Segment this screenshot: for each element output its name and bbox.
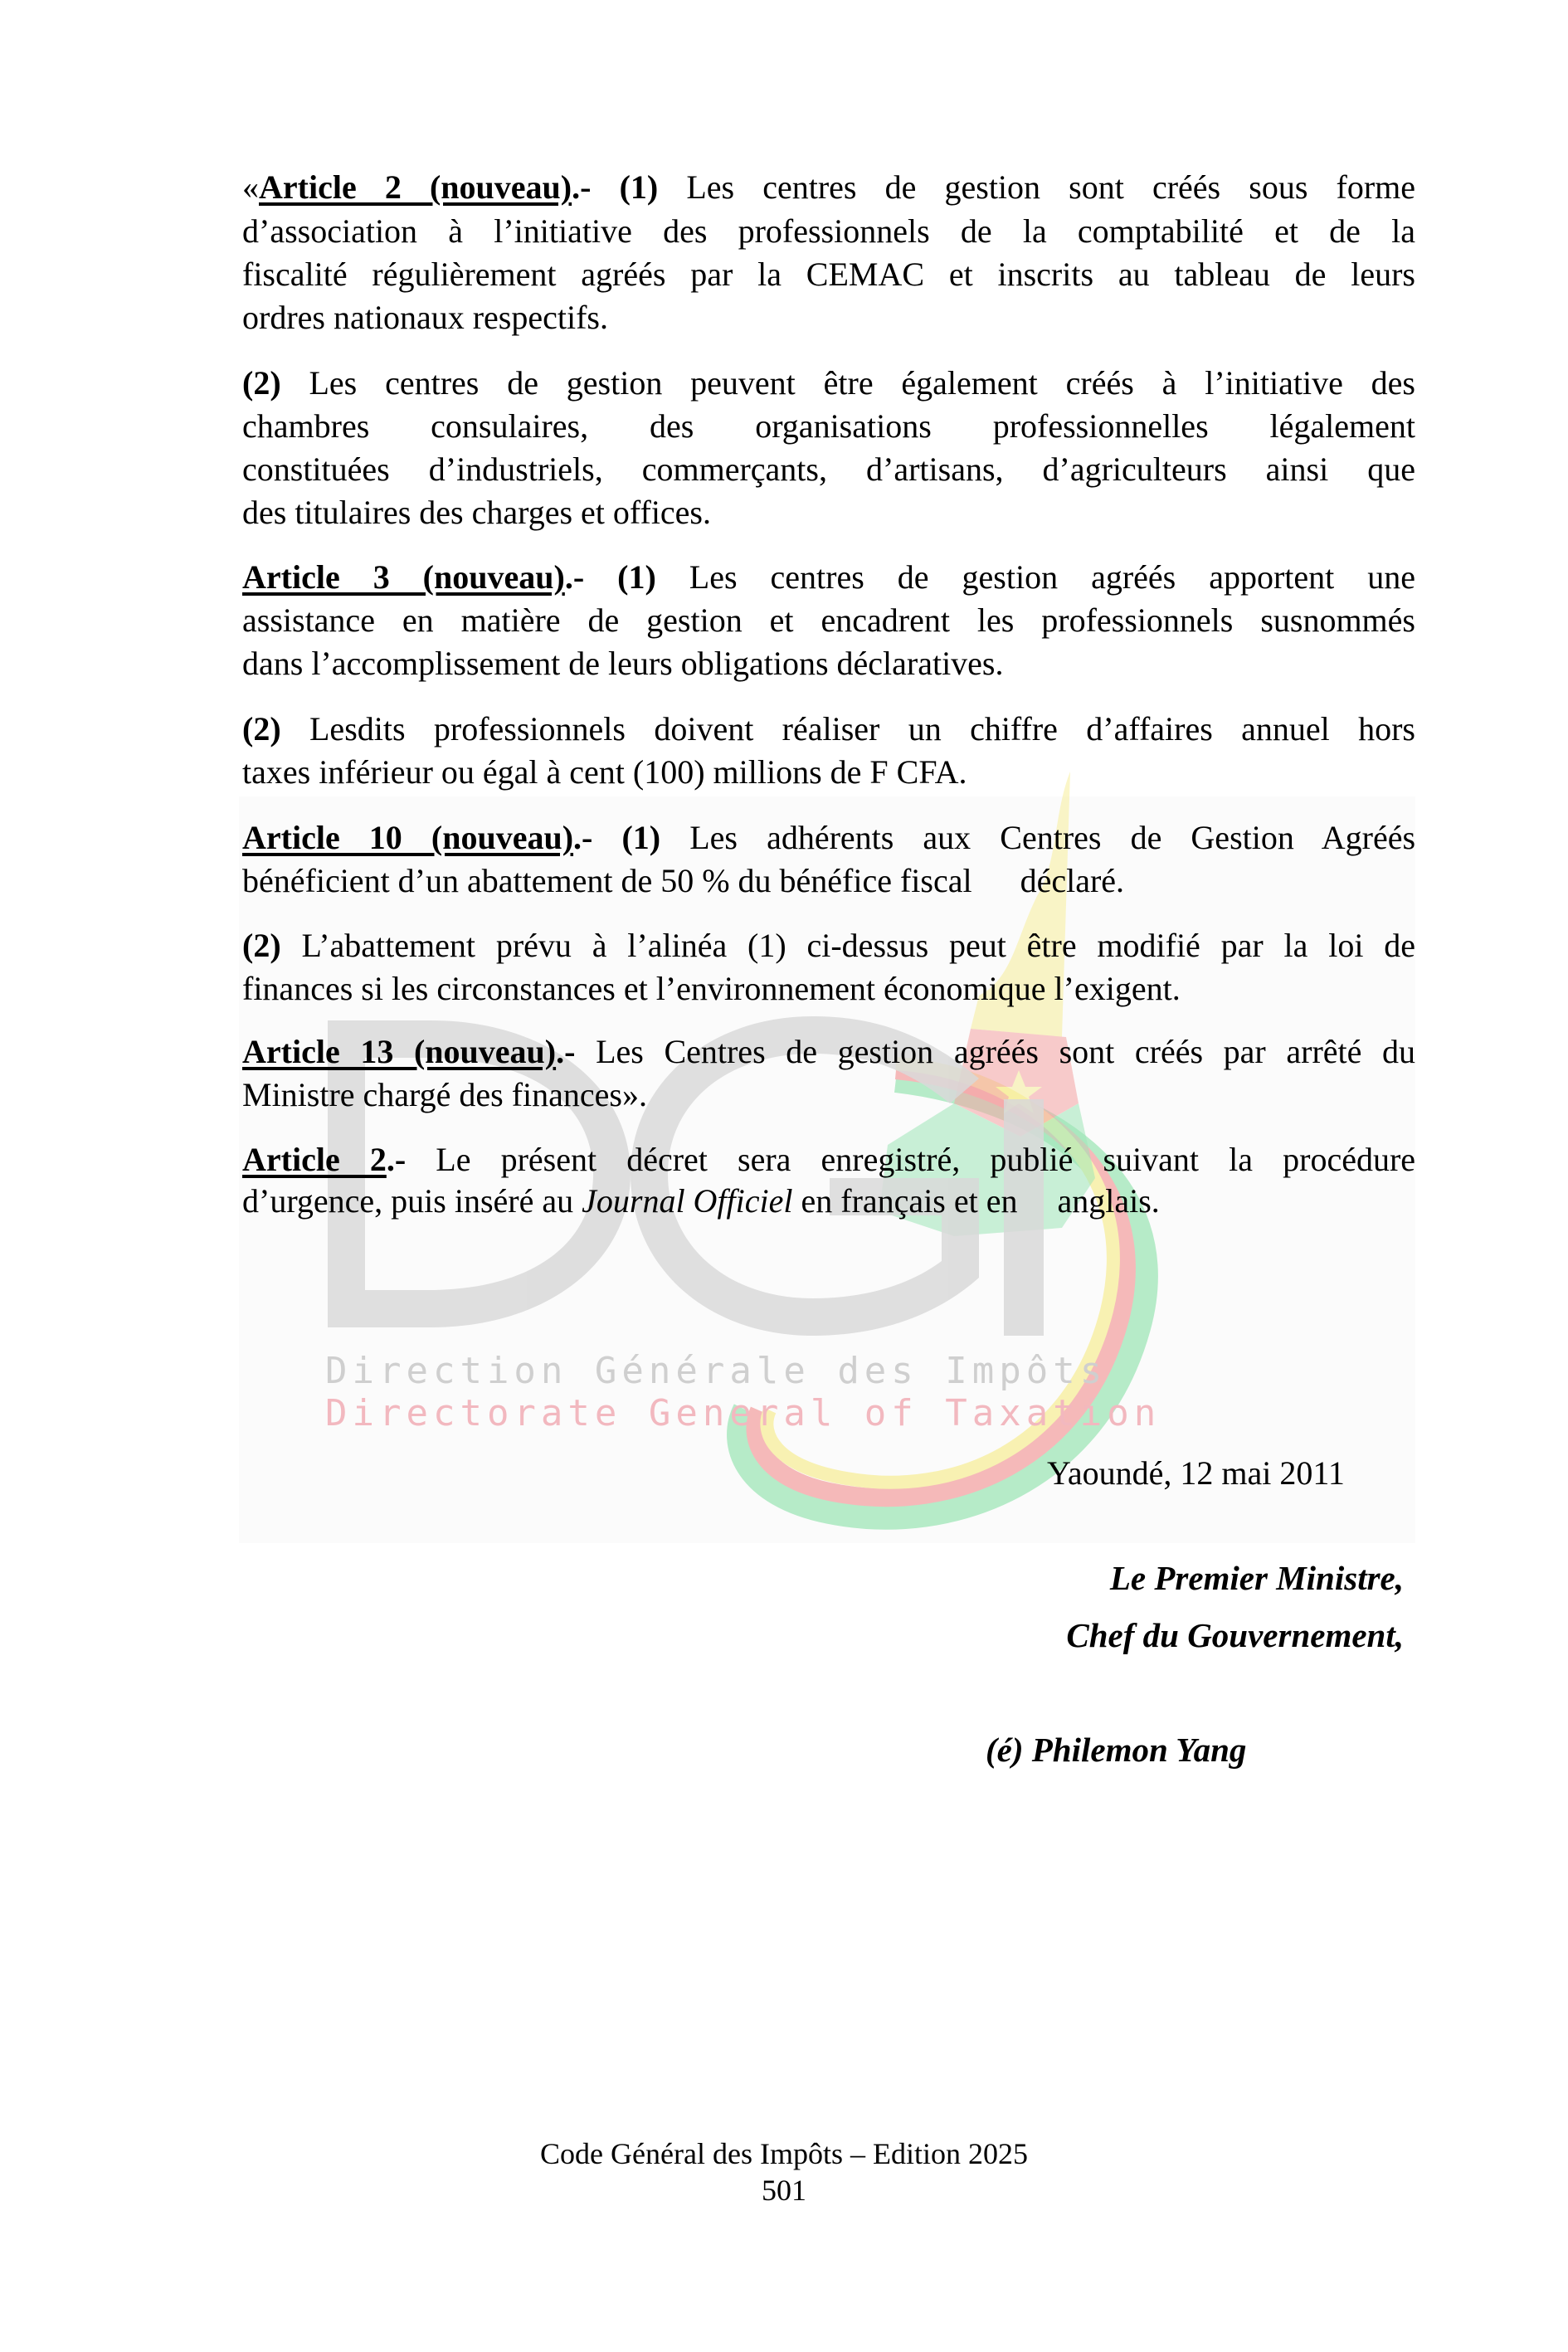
text-line-with-gap [242, 601, 1415, 640]
text-line-with-gap [242, 1182, 1415, 1220]
watermark-text [325, 1350, 1161, 1434]
text-line: Les adhérents aux Centres de Gestion Agréés [689, 819, 1415, 856]
text-segment: anglais. [1057, 1182, 1160, 1220]
article-13-line-1 [242, 1033, 1415, 1071]
article-10-line-1 [242, 819, 1415, 857]
text-line: L’abattement prévu à l’alinéa (1) ci-dessus peut être modifié par la loi de [301, 927, 1415, 964]
text-line: Les centres de gestion agréés apportent une [689, 558, 1415, 596]
article-10-alinea-2-line-1 [242, 927, 1415, 965]
text-segment: déclaré. [1020, 862, 1125, 899]
article-3-line-1 [242, 558, 1415, 597]
article-heading: Article 3 (nouveau) [242, 558, 565, 596]
alinea-number: (2) [242, 364, 281, 402]
open-quote: « [242, 168, 259, 206]
text-line: fiscalité régulièrement agréés par la CEMAC et inscrits au tableau de leurs [242, 256, 1415, 293]
article-heading: Article 2 (nouveau) [259, 168, 572, 206]
text-line: dans l’accomplissement de leurs obligations déclaratives. [242, 645, 1004, 682]
article-2-alinea-2-line-1 [242, 364, 1415, 402]
alinea-number: (1) [619, 168, 659, 206]
text-segment: bénéficient d’un abattement de 50 % du bénéfice fiscal [242, 862, 972, 899]
article-2-nouveau-line-1 [242, 168, 1415, 207]
article-heading: Article 10 (nouveau) [242, 819, 574, 856]
alinea-number: (1) [621, 819, 661, 856]
article-heading: Article 2 [242, 1141, 387, 1178]
heading-suffix: .- [556, 1033, 576, 1070]
text-line: Lesdits professionnels doivent réaliser un chiffre d’affaires annuel hors [309, 710, 1415, 747]
text-line: d’association à l’initiative des professionnels de la comptabilité et de la [242, 212, 1415, 250]
footer-book-title: Code Général des Impôts – Edition 2025 [540, 2137, 1028, 2170]
alinea-number: (2) [242, 927, 281, 964]
text-segment: légalement [1269, 407, 1415, 445]
article-2-decree-line-1 [242, 1141, 1415, 1179]
heading-suffix: .- [564, 558, 585, 596]
signatory-title-1: Le Premier Ministre, [1109, 1559, 1404, 1597]
alinea-number: (1) [617, 558, 656, 596]
watermark-text-en: Directorate General of Taxation [325, 1392, 1161, 1434]
text-line: finances si les circonstances et l’environnement économique l’exigent. [242, 970, 1181, 1007]
heading-suffix: .- [386, 1141, 407, 1178]
text-segment: Le présent décret sera enregistré, publié suivant la [436, 1141, 1253, 1178]
watermark-text-fr: Direction Générale des Impôts [325, 1350, 1108, 1392]
article-3-alinea-2-line-1 [242, 710, 1415, 748]
text-line: des titulaires des charges et offices. [242, 494, 711, 531]
footer-page-number: 501 [762, 2174, 806, 2207]
text-segment: d’urgence, puis inséré au [242, 1182, 582, 1220]
text-line-with-gap [242, 862, 1415, 900]
text-line: Les Centres de gestion agréés sont créés par arrêté du [596, 1033, 1415, 1070]
alinea-number: (2) [242, 710, 281, 747]
text-line: Les centres de gestion sont créés sous forme [686, 168, 1415, 206]
text-segment: procédure [1283, 1141, 1415, 1178]
signatory-title-2: Chef du Gouvernement, [1066, 1616, 1404, 1654]
text-line: taxes inférieur ou égal à cent (100) millions de F CFA. [242, 753, 967, 791]
article-heading: Article 13 (nouveau) [242, 1033, 557, 1070]
signatory-name: (é) Philemon Yang [986, 1731, 1247, 1769]
place-and-date: Yaoundé, 12 mai 2011 [1047, 1454, 1345, 1492]
text-line: Ministre chargé des finances». [242, 1076, 647, 1113]
text-line: constituées d’industriels, commerçants, d’artisans, d’agriculteurs ainsi que [242, 450, 1415, 488]
text-line-with-gap [242, 407, 1415, 446]
text-segment: susnommés [1260, 601, 1415, 639]
text-segment: chambres consulaires, des organisations professionnelles [242, 407, 1209, 445]
heading-suffix: .- [572, 168, 592, 206]
text-line: Les centres de gestion peuvent être également créés à l’initiative des [309, 364, 1415, 402]
heading-suffix: .- [573, 819, 593, 856]
text-line: ordres nationaux respectifs. [242, 299, 608, 336]
text-segment: en français et en [792, 1182, 1018, 1220]
journal-officiel: Journal Officiel [582, 1182, 793, 1220]
text-segment: assistance en matière de gestion et encadrent les professionnels [242, 601, 1234, 639]
